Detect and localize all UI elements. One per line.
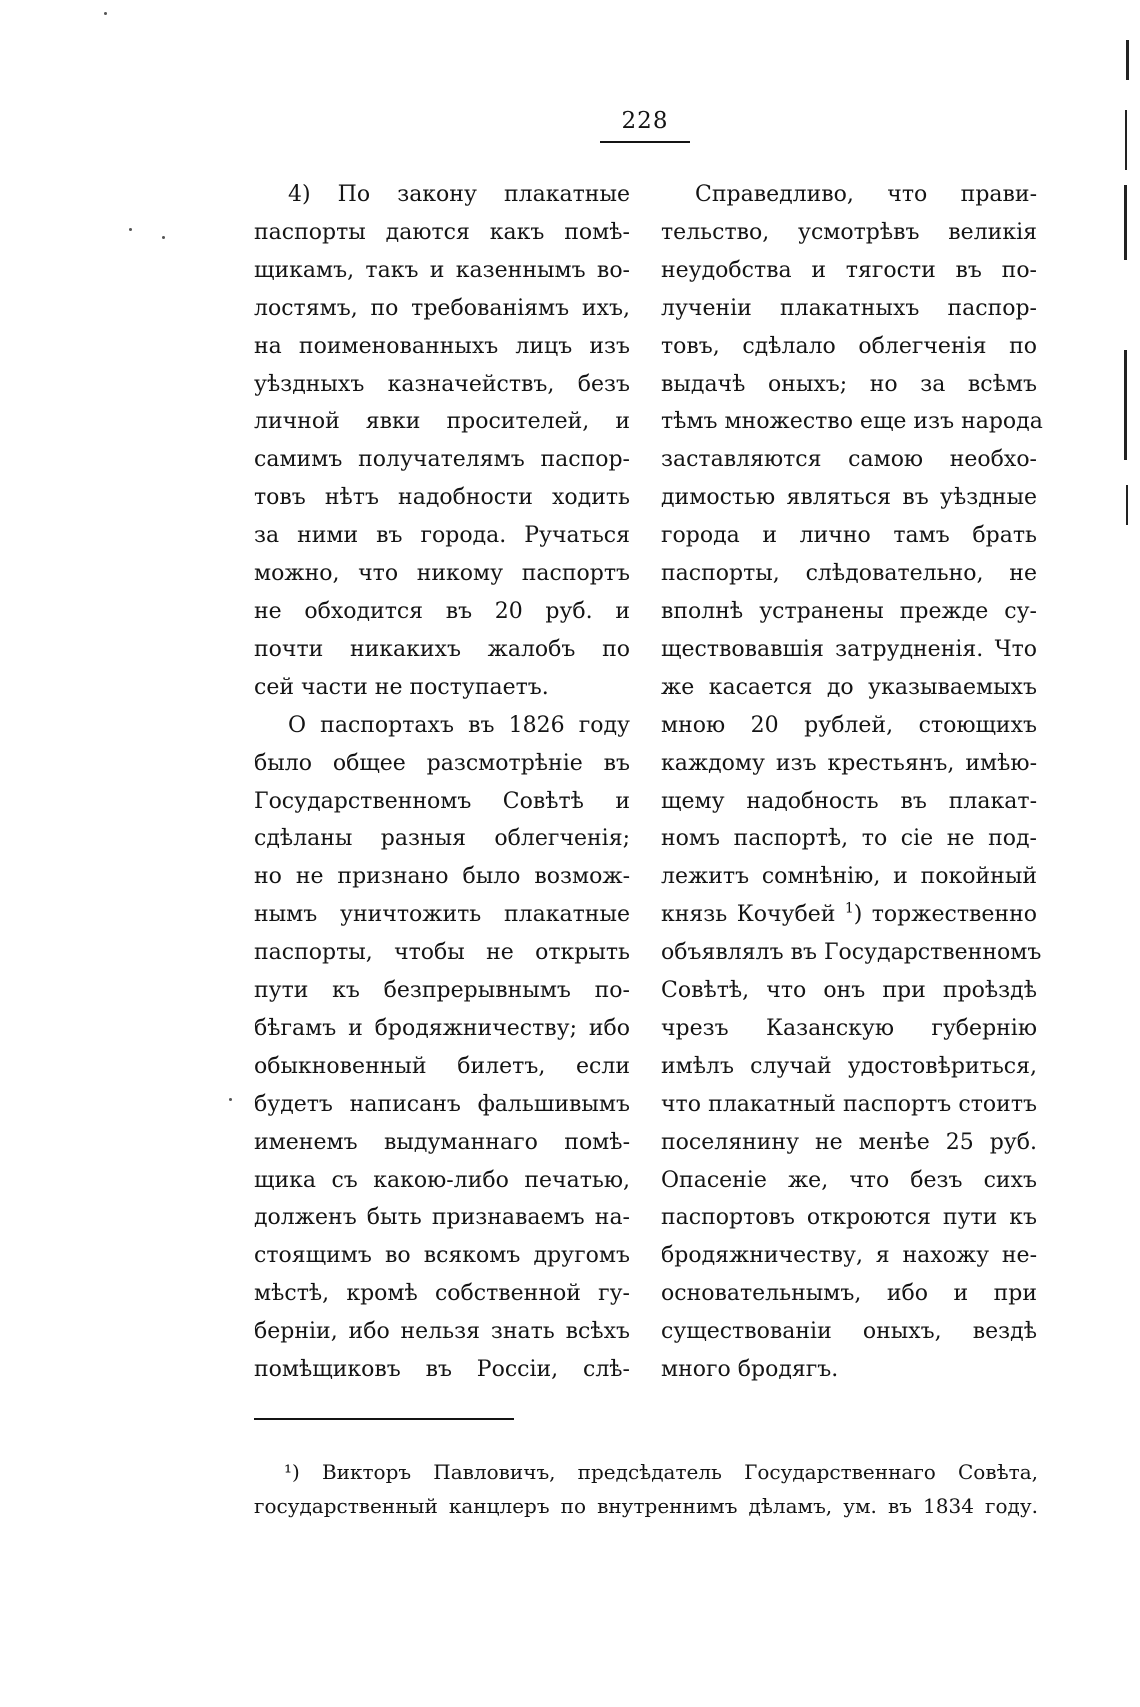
- text-line: берніи, ибо нельзя знать всѣхъ: [254, 1319, 630, 1345]
- text-line: обыкновенный билетъ, если: [254, 1053, 630, 1079]
- footnote-line: [254, 1455, 1038, 1489]
- paragraph: [254, 707, 630, 1389]
- text-line: стоящимъ во всякомъ другомъ: [254, 1243, 630, 1269]
- text-line: 4) По закону плакатные: [288, 182, 630, 207]
- right-column: [661, 176, 1043, 1389]
- text-line: товъ нѣтъ надобности ходить: [254, 485, 630, 511]
- text-line: товъ, сдѣлало облегченія по: [661, 333, 1037, 359]
- text-line: Совѣтѣ, что онъ при проѣздѣ: [661, 978, 1037, 1004]
- text-line: уѣздныхъ казначействъ, безъ: [254, 371, 630, 397]
- scan-speck: [162, 236, 165, 239]
- scan-speck: [229, 1098, 232, 1101]
- text-line: Государственномъ Совѣтѣ и: [254, 788, 630, 814]
- text-line: заставляются самою необхо-: [661, 447, 1037, 473]
- text-segment: Викторъ Павловичъ, предсѣдатель Государственнаго Совѣта,: [299, 1460, 1038, 1484]
- text-line: тѣмъ множество еще изъ народа: [661, 409, 1043, 435]
- text-line: тельство, усмотрѣвъ великія: [661, 219, 1037, 245]
- text-line: паспорты даются какъ помѣ-: [254, 219, 630, 245]
- text-line: Опасеніе же, что безъ сихъ: [661, 1167, 1037, 1193]
- text-line: лостямъ, по требованіямъ ихъ,: [254, 295, 630, 321]
- text-line: вполнѣ устранены прежде су-: [661, 598, 1037, 624]
- paragraph: [254, 176, 630, 707]
- text-line: димостью являться въ уѣздные: [661, 485, 1037, 511]
- text-line: пути къ безпрерывнымъ по-: [254, 978, 630, 1004]
- text-line: не обходится въ 20 руб. и: [254, 598, 630, 624]
- text-line: долженъ быть признаваемъ на-: [254, 1205, 630, 1231]
- text-line: личной явки просителей, и: [254, 409, 630, 435]
- text-line: щика съ какою-либо печатью,: [254, 1167, 630, 1193]
- scan-edge-mark: [1124, 350, 1127, 460]
- text-line: номъ паспортѣ, то сіе не под-: [661, 826, 1037, 852]
- text-segment: князь Кочубей: [661, 902, 836, 928]
- text-line: лежитъ сомнѣнію, и покойный: [661, 864, 1037, 890]
- text-line: за ними въ города. Ручаться: [254, 523, 630, 549]
- text-line: выдачѣ оныхъ; но за всѣмъ: [661, 371, 1037, 397]
- scan-speck: [104, 12, 107, 15]
- text-line-with-footnote-ref: [661, 896, 1037, 934]
- text-line: нымъ уничтожить плакатные: [254, 902, 630, 928]
- text-line: чрезъ Казанскую губернію: [661, 1015, 1037, 1041]
- text-line: имѣлъ случай удостовѣриться,: [661, 1053, 1037, 1079]
- text-line: Справедливо, что прави-: [695, 182, 1037, 207]
- footnote-line: государственный канцлеръ по внутреннимъ дѣламъ, ум. въ 1834 году.: [254, 1494, 1038, 1518]
- text-line: будетъ написанъ фальшивымъ: [254, 1091, 630, 1117]
- text-line: бродяжничеству, я нахожу не-: [661, 1243, 1037, 1269]
- text-line: но не признано было возмож-: [254, 864, 630, 890]
- footnote-rule: [254, 1418, 514, 1420]
- text-line: О паспортахъ въ 1826 году: [288, 712, 630, 738]
- text-line: основательнымъ, ибо и при: [661, 1281, 1037, 1307]
- footnote-marker: ¹): [284, 1460, 300, 1484]
- text-line: было общее разсмотрѣніе въ: [254, 750, 630, 776]
- text-line: паспортовъ откроются пути къ: [661, 1205, 1037, 1231]
- text-line: на поименованныхъ лицъ изъ: [254, 333, 630, 359]
- text-line: же касается до указываемыхъ: [661, 674, 1037, 700]
- text-segment: ) торжественно: [853, 902, 1037, 928]
- footnote-reference[interactable]: 1: [844, 900, 854, 917]
- text-line: существованіи оныхъ, вездѣ: [661, 1319, 1037, 1345]
- text-line: можно, что никому паспортъ: [254, 561, 630, 587]
- scan-edge-mark: [1126, 40, 1129, 80]
- left-column: [254, 176, 630, 1389]
- text-line: ществовавшія затрудненія. Что: [661, 636, 1037, 662]
- page-number-rule: [600, 141, 690, 143]
- text-line: много бродягъ.: [661, 1357, 839, 1383]
- text-line: именемъ выдуманнаго помѣ-: [254, 1129, 630, 1155]
- text-line: паспорты, слѣдовательно, не: [661, 561, 1037, 587]
- text-line: поселянину не менѣе 25 руб.: [661, 1129, 1037, 1155]
- text-line: щикамъ, такъ и казеннымъ во-: [254, 257, 630, 283]
- text-line: каждому изъ крестьянъ, имѣю-: [661, 750, 1037, 776]
- text-line: щему надобность въ плакат-: [661, 788, 1037, 814]
- text-line: помѣщиковъ въ Россіи, слѣ-: [254, 1357, 630, 1383]
- text-line: почти никакихъ жалобъ по: [254, 636, 630, 662]
- text-line: бѣгамъ и бродяжничеству; ибо: [254, 1015, 630, 1041]
- scan-speck: [129, 228, 132, 231]
- text-line: неудобства и тягости въ по-: [661, 257, 1037, 283]
- scan-edge-mark: [1124, 185, 1127, 260]
- text-line: мною 20 рублей, стоющихъ: [661, 712, 1037, 738]
- footnote: [254, 1455, 1038, 1523]
- text-line: что плакатный паспортъ стоитъ: [661, 1091, 1037, 1117]
- page-number: 228: [621, 108, 669, 134]
- text-line: лученіи плакатныхъ паспор-: [661, 295, 1037, 321]
- scan-edge-mark: [1125, 110, 1127, 170]
- text-line: сей части не поступаетъ.: [254, 674, 549, 700]
- scan-edge-mark: [1126, 485, 1128, 525]
- text-line: объявлялъ въ Государственномъ: [661, 940, 1042, 966]
- text-line: сдѣланы разныя облегченія;: [254, 826, 630, 852]
- text-line: паспорты, чтобы не открыть: [254, 940, 630, 966]
- text-line: города и лично тамъ брать: [661, 523, 1037, 549]
- text-line: мѣстѣ, кромѣ собственной гу-: [254, 1281, 630, 1307]
- text-line: самимъ получателямъ паспор-: [254, 447, 630, 473]
